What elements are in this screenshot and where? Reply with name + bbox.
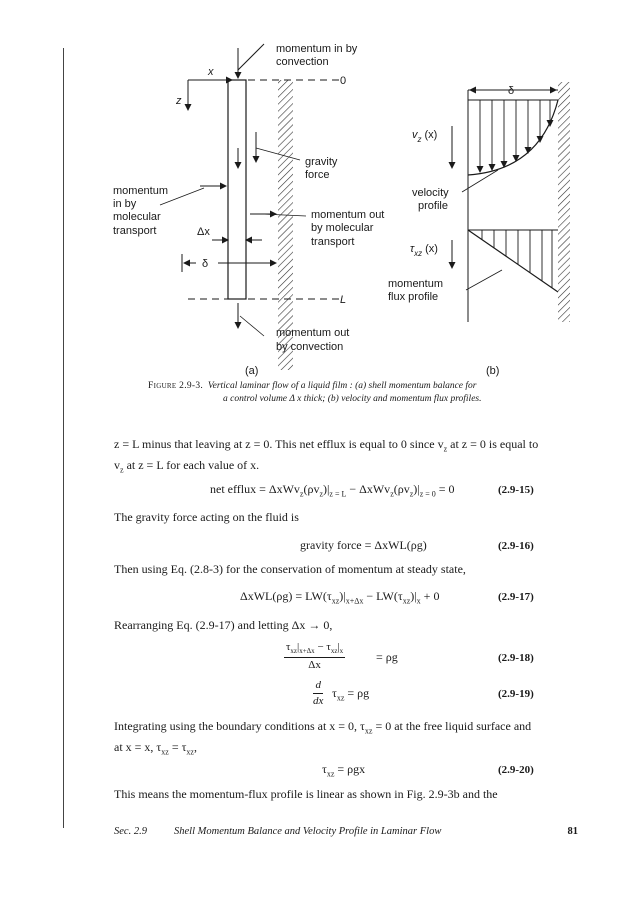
- tau-label: $\tau_{xz}$ (x): [410, 243, 438, 258]
- velocity-profile-label: velocity profile: [412, 187, 449, 212]
- wall-b: [558, 82, 570, 322]
- footer-title: Shell Momentum Balance and Velocity Profile in Laminar Flow: [174, 826, 442, 837]
- paragraph-6: This means the momentum-flux profile is linear as shown in Fig. 2.9-3b and the: [114, 787, 498, 801]
- paragraph-1: z = L minus that leaving at z = 0. This net efflux is equal to 0 since $v_z$ at z = 0 is equal to $v_z$ at z = L for each value of x.: [114, 437, 539, 475]
- flux-hatch-lines: [482, 230, 552, 288]
- convection-out-leader: [240, 316, 264, 336]
- page-number: 81: [567, 826, 578, 837]
- paragraph-2: The gravity force acting on the fluid is: [114, 510, 299, 524]
- eq-number-2-9-19: (2.9-19): [498, 688, 534, 700]
- zL-label: L: [340, 294, 347, 306]
- dx-label: Δx: [197, 226, 210, 238]
- panel-a-label: (a): [245, 365, 259, 377]
- eq-number-2-9-20: (2.9-20): [498, 764, 534, 776]
- eq-number-2-9-15: (2.9-15): [498, 484, 534, 496]
- caption-line-1: Vertical laminar flow of a liquid film : (a) shell momentum balance for: [207, 381, 477, 391]
- figure-2-9-3: [0, 0, 638, 385]
- eq-number-2-9-18: (2.9-18): [498, 652, 534, 664]
- caption-line-2: a control volume Δ x thick; (b) velocity and momentum flux profiles.: [223, 394, 482, 404]
- paragraph-5: Integrating using the boundary conditions at x = 0, $\tau_{xz} = 0$ at the free liquid surface and at x = x, $\tau_{xz} = \tau_{xz}$,: [114, 719, 532, 757]
- delta-b-label: δ: [508, 85, 515, 97]
- equation-2-9-15: net efflux = $\Delta xWv_z(\rho v_z)|_{z = L} - \Delta xWv_z(\rho v_z)|_{z = 0} = 0$: [210, 482, 455, 499]
- caption-label: Figure 2.9-3.: [148, 381, 204, 391]
- panel-a: [113, 43, 387, 377]
- paragraph-4: Rearranging Eq. (2.9-17) and letting Δx → 0,: [114, 618, 333, 632]
- equation-2-9-17: $\Delta xWL(\rho g) = LW(\tau_{xz})|_{x+\Delta x} - LW(\tau_{xz})|_x + 0$: [240, 589, 440, 606]
- eq-number-2-9-16: (2.9-16): [498, 540, 534, 552]
- control-volume: [228, 80, 246, 299]
- flux-line: [468, 230, 558, 292]
- molecular-in-label: momentum in by molecular transport: [113, 185, 169, 237]
- equation-2-9-16: gravity force = ΔxWL(ρg): [300, 538, 427, 552]
- vz-label: $v_z$ (x): [412, 129, 438, 144]
- equation-2-9-18-rhs: = ρg: [376, 650, 398, 664]
- convection-in-label: momentum in by convection: [276, 43, 358, 68]
- flux-profile-label: momentum flux profile: [388, 278, 444, 303]
- figure-svg: [0, 0, 638, 380]
- footer-section: Sec. 2.9: [114, 826, 147, 837]
- convection-in-leader: [238, 44, 264, 70]
- flux-leader: [466, 270, 502, 290]
- x-axis-label: x: [208, 66, 214, 78]
- convection-out-label: momentum out by convection: [276, 327, 350, 353]
- panel-b: [388, 82, 570, 377]
- panel-b-label: (b): [486, 365, 500, 377]
- paragraph-3: Then using Eq. (2.8-3) for the conservation of momentum at steady state,: [114, 562, 466, 576]
- equation-2-9-19-rhs: $\tau_{xz} = \rho g$: [332, 686, 370, 703]
- equation-2-9-18-fraction: $\tau_{xz}|_{x+\Delta x} - \tau_{xz}|_x$ Δx: [286, 641, 344, 672]
- z0-label: 0: [340, 75, 347, 87]
- equation-2-9-19-derivative: $\frac{d}{dx}$: [313, 679, 324, 707]
- delta-a-label: δ: [202, 258, 209, 270]
- velocity-curve: [468, 100, 558, 175]
- z-axis-label: z: [176, 95, 182, 107]
- figure-caption: [148, 380, 588, 406]
- equation-2-9-20: $\tau_{xz} = \rho gx$: [322, 762, 366, 779]
- gravity-label: gravity force: [305, 156, 338, 181]
- eq-number-2-9-17: (2.9-17): [498, 591, 534, 603]
- molecular-out-label: momentum out by molecular transport: [311, 209, 385, 248]
